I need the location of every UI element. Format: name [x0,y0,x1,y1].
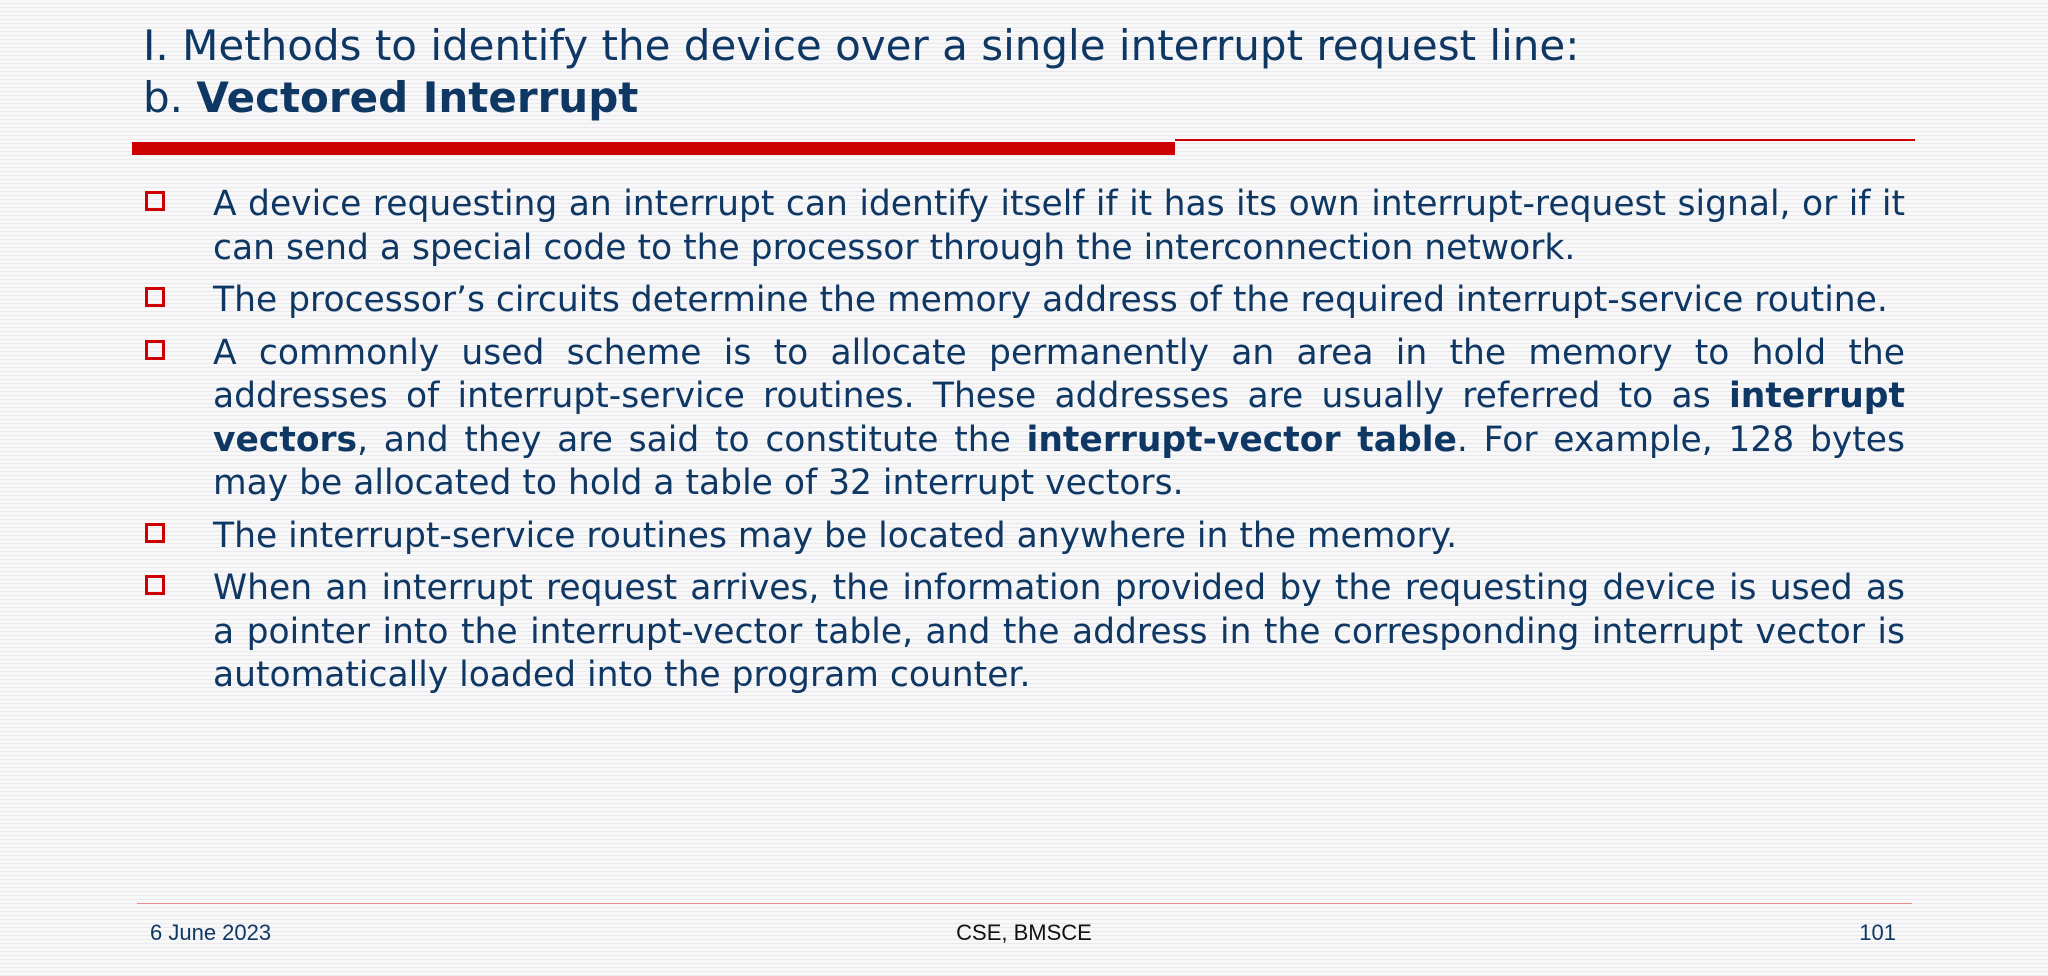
title-line-2-bold: Vectored Interrupt [196,73,639,122]
footer-divider [137,903,1912,904]
text-segment: . For example, 128 bytes may be allocated to hold a table of 32 interrupt vectors. [213,419,1906,503]
hollow-square-icon [145,575,165,595]
bold-term: interrupt vectors [213,376,1905,460]
bullet-item [143,515,1905,559]
bullet-text [213,332,1905,506]
footer-course: CSE, BMSCE [956,920,1092,945]
text-segment: A device requesting an interrupt can identify itself if it has its own interrupt-request signal, or if it can send a special code to the processor through the interconnection network. [213,184,1905,268]
bullet-text [213,515,1905,559]
bullet-list [143,183,1905,707]
footer-date: 6 June 2023 [150,920,272,945]
text-segment: A commonly used scheme is to allocate permanently an area in the memory to hold the addresses of interrupt-service routines. These addresses are usually referred to as [213,332,1905,416]
slide-number: 101 [1859,920,1896,945]
title-line-2-prefix: b. [143,73,197,122]
title-line-1: I. Methods to identify the device over a single interrupt request line: [143,21,1580,70]
bullet-item [143,567,1905,698]
text-segment: When an interrupt request arrives, the information provided by the requesting device is used as a pointer into the interrupt-vector table, and the address in the corresponding interrupt vector is automatically loaded into the program counter. [213,568,1905,695]
bullet-item [143,332,1905,506]
bold-term: interrupt-vector table [1026,419,1457,460]
title-underline-thin [1175,139,1915,141]
bullet-text [213,567,1905,698]
hollow-square-icon [145,287,165,307]
title-line-2 [143,72,1579,124]
text-segment: The processor’s circuits determine the memory address of the required interrupt-service routine. [213,280,1888,320]
slide-title [143,20,1579,124]
title-underline-thick [132,142,1175,155]
text-segment: , and they are said to constitute the [357,419,1027,460]
bullet-item [143,183,1905,270]
hollow-square-icon [145,523,165,543]
hollow-square-icon [145,340,165,360]
bullet-item [143,279,1905,323]
hollow-square-icon [145,191,165,211]
bullet-text [213,183,1905,270]
text-segment: The interrupt-service routines may be located anywhere in the memory. [213,515,1458,556]
bullet-text [213,279,1905,323]
